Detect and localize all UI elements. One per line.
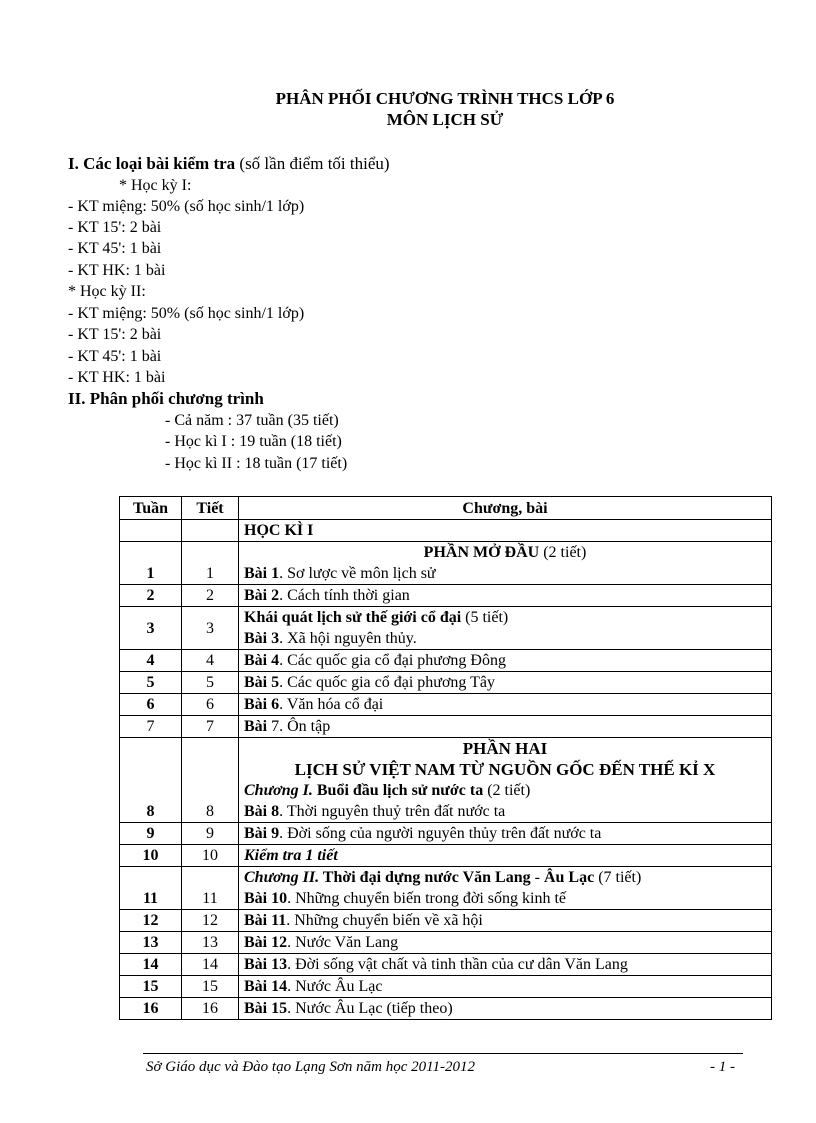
content-cell — [239, 976, 772, 998]
test-label: Kiểm tra 1 tiết — [239, 845, 772, 867]
lesson-title: . Nước Âu Lạc — [287, 978, 383, 995]
table-row — [120, 542, 772, 585]
lesson-number: Bài 9 — [244, 825, 280, 842]
lesson-number: Bài 6 — [244, 696, 280, 713]
period-cell: 8 — [182, 738, 239, 823]
week-cell: 1 — [120, 542, 182, 585]
program-table — [119, 496, 772, 1020]
hk1-label: * Học kỳ I: — [119, 177, 192, 194]
lesson-number: Bài 8 — [244, 803, 280, 820]
lesson-number: Bài 2 — [244, 587, 280, 604]
table-row — [120, 867, 772, 910]
week-cell: 5 — [120, 672, 182, 694]
week-cell: 13 — [120, 932, 182, 954]
program-item: - Cả năm : 37 tuần (35 tiết) — [165, 412, 339, 429]
lesson-number: Bài 4 — [244, 652, 280, 669]
week-cell: 15 — [120, 976, 182, 998]
lesson-number: Bài 11 — [244, 912, 287, 929]
period-cell: 14 — [182, 954, 239, 976]
lesson-number: Bài 15 — [244, 1000, 288, 1017]
table-row — [120, 998, 772, 1020]
section1-heading-text: I. Các loại bài kiểm tra — [68, 154, 236, 173]
table-row — [120, 672, 772, 694]
week-cell: 8 — [120, 738, 182, 823]
table-row — [120, 845, 772, 867]
hk1-item: - KT 15': 2 bài — [68, 219, 162, 236]
section1-heading — [68, 154, 390, 174]
chapter-heading — [244, 867, 766, 888]
content-cell — [239, 607, 772, 650]
content-cell — [239, 650, 772, 672]
semester-label: HỌC KÌ I — [239, 520, 772, 542]
chapter-heading — [244, 607, 766, 628]
lesson-title: . Văn hóa cổ đại — [279, 696, 384, 713]
period-cell: 15 — [182, 976, 239, 998]
part-heading — [244, 542, 766, 563]
week-cell: 2 — [120, 585, 182, 607]
period-cell: 1 — [182, 542, 239, 585]
period-cell: 12 — [182, 910, 239, 932]
week-cell: 6 — [120, 694, 182, 716]
header-week: Tuần — [120, 497, 182, 520]
period-cell: 11 — [182, 867, 239, 910]
lesson-title: . Đời sống vật chất và tinh thần của cư dân Văn Lang — [287, 956, 628, 973]
week-cell: 7 — [120, 716, 182, 738]
lesson-line — [244, 801, 766, 822]
content-cell — [239, 998, 772, 1020]
chapter-title-2: Âu Lạc — [543, 869, 595, 886]
table-row — [120, 823, 772, 845]
doc-subtitle: MÔN LỊCH SỬ — [386, 110, 504, 129]
lesson-title: . Xã hội nguyên thủy. — [279, 630, 417, 647]
week-cell: 14 — [120, 954, 182, 976]
page-number: - 1 - — [710, 1059, 735, 1075]
lesson-title: 7. Ôn tập — [267, 718, 331, 735]
header-period: Tiết — [182, 497, 239, 520]
part-heading: PHẦN HAI — [462, 739, 548, 758]
lesson-number: Bài 3 — [244, 630, 280, 647]
chapter-note: (7 tiết) — [594, 869, 642, 886]
table-header-row — [120, 497, 772, 520]
content-cell — [239, 716, 772, 738]
lesson-title: . Nước Văn Lang — [287, 934, 399, 951]
doc-title: PHÂN PHỐI CHƯƠNG TRÌNH THCS LỚP 6 — [275, 89, 615, 108]
week-cell: 3 — [120, 607, 182, 650]
week-cell: 12 — [120, 910, 182, 932]
content-cell — [239, 738, 772, 823]
period-cell: 10 — [182, 845, 239, 867]
lesson-number: Bài 12 — [244, 934, 288, 951]
content-cell — [239, 585, 772, 607]
program-item: - Học kì II : 18 tuần (17 tiết) — [165, 455, 348, 472]
content-cell — [239, 672, 772, 694]
lesson-number: Bài 10 — [244, 890, 288, 907]
hk1-item: - KT 45': 1 bài — [68, 240, 162, 257]
table-row — [120, 716, 772, 738]
table-row — [120, 910, 772, 932]
semester-row — [120, 520, 772, 542]
lesson-number: Bài — [244, 718, 268, 735]
lesson-line — [244, 628, 766, 649]
period-cell: 6 — [182, 694, 239, 716]
period-cell: 16 — [182, 998, 239, 1020]
week-cell: 11 — [120, 867, 182, 910]
hk1-item: - KT HK: 1 bài — [68, 262, 166, 279]
period-cell: 13 — [182, 932, 239, 954]
lesson-title: . Những chuyển biến trong đời sống kinh tế — [287, 890, 566, 907]
hk2-label: * Học kỳ II: — [68, 283, 146, 300]
week-cell: 9 — [120, 823, 182, 845]
chapter-title: Buổi đầu lịch sử nước ta — [312, 782, 484, 799]
lesson-title: . Đời sống của người nguyên thủy trên đất nước ta — [279, 825, 602, 842]
table-row — [120, 694, 772, 716]
lesson-line — [244, 563, 766, 584]
hk2-item: - KT 45': 1 bài — [68, 348, 162, 365]
program-item: - Học kì I : 19 tuần (18 tiết) — [165, 433, 342, 450]
period-cell: 7 — [182, 716, 239, 738]
table-row — [120, 585, 772, 607]
table-row — [120, 607, 772, 650]
week-cell: 10 — [120, 845, 182, 867]
chapter-title: Thời đại dựng nước Văn Lang — [319, 869, 531, 886]
hk2-item: - KT HK: 1 bài — [68, 369, 166, 386]
week-cell: 16 — [120, 998, 182, 1020]
chapter-number: Chương II. — [244, 869, 320, 886]
period-cell: 2 — [182, 585, 239, 607]
lesson-title: . Các quốc gia cổ đại phương Tây — [279, 674, 496, 691]
part-heading: LỊCH SỬ VIỆT NAM TỪ NGUỒN GỐC ĐẾN THẾ KỈ X — [294, 760, 716, 779]
hk2-item: - KT miệng: 50% (số học sinh/1 lớp) — [68, 305, 305, 322]
lesson-title: . Nước Âu Lạc (tiếp theo) — [287, 1000, 453, 1017]
part-heading-note: (2 tiết) — [539, 544, 587, 561]
header-content: Chương, bài — [239, 497, 772, 520]
lesson-number: Bài 14 — [244, 978, 288, 995]
lesson-title: . Thời nguyên thuỷ trên đất nước ta — [279, 803, 506, 820]
table-row — [120, 954, 772, 976]
period-cell: 9 — [182, 823, 239, 845]
table-row — [120, 976, 772, 998]
chapter-note: (2 tiết) — [483, 782, 531, 799]
content-cell — [239, 910, 772, 932]
period-cell: 3 — [182, 607, 239, 650]
content-cell — [239, 954, 772, 976]
lesson-title: . Các quốc gia cổ đại phương Đông — [279, 652, 506, 669]
section2-heading: II. Phân phối chương trình — [68, 389, 264, 408]
content-cell — [239, 823, 772, 845]
hk1-item: - KT miệng: 50% (số học sinh/1 lớp) — [68, 198, 305, 215]
content-cell — [239, 867, 772, 910]
chapter-number: Chương I. — [244, 782, 313, 799]
content-cell — [239, 542, 772, 585]
lesson-number: Bài 13 — [244, 956, 288, 973]
hk2-item: - KT 15': 2 bài — [68, 326, 162, 343]
content-cell — [239, 694, 772, 716]
lesson-title: . Những chuyển biến về xã hội — [286, 912, 483, 929]
lesson-number: Bài 5 — [244, 674, 280, 691]
table-row — [120, 738, 772, 823]
footer-divider — [143, 1053, 743, 1054]
chapter-separator: - — [530, 869, 544, 886]
table-row — [120, 650, 772, 672]
lesson-number: Bài 1 — [244, 565, 280, 582]
table-row — [120, 932, 772, 954]
lesson-line — [244, 888, 766, 909]
section1-heading-note: (số lần điểm tối thiểu) — [235, 154, 390, 173]
period-cell: 5 — [182, 672, 239, 694]
content-cell — [239, 932, 772, 954]
period-cell: 4 — [182, 650, 239, 672]
lesson-title: . Sơ lược về môn lịch sử — [279, 565, 436, 582]
lesson-title: . Cách tính thời gian — [279, 587, 410, 604]
week-cell: 4 — [120, 650, 182, 672]
part-heading-bold: PHẦN MỞ ĐẦU — [423, 544, 540, 561]
chapter-heading — [244, 780, 766, 801]
footer-text: Sở Giáo dục và Đào tạo Lạng Sơn năm học 2011-2012 — [146, 1059, 476, 1075]
chapter-note: (5 tiết) — [461, 609, 509, 626]
chapter-title: Khái quát lịch sử thế giới cổ đại — [244, 609, 462, 626]
